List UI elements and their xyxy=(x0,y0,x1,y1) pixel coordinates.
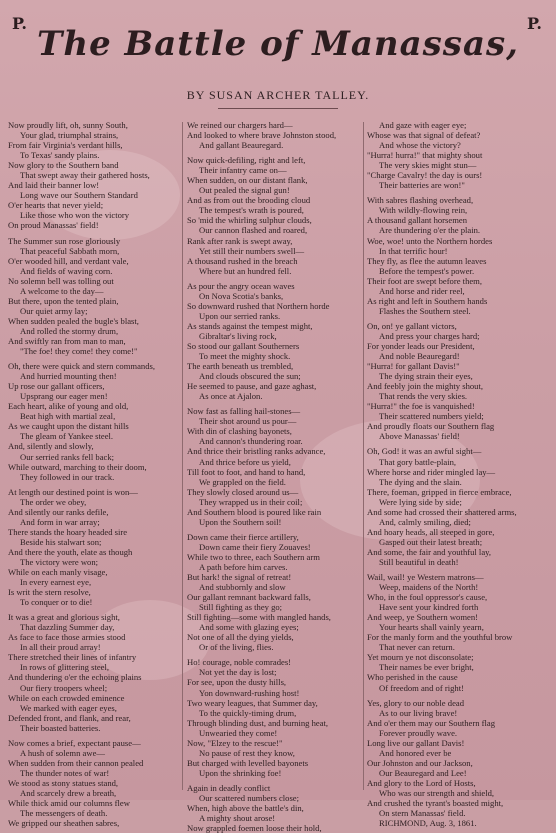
poem-line: In all their proud array! xyxy=(20,642,101,653)
poem-line: And cannon's thundering roar. xyxy=(199,436,303,447)
poem-line: Our Johnston and our Jackson, xyxy=(367,757,473,768)
poem-line: The thunder notes of war! xyxy=(20,767,110,778)
poem-line: Now fast as falling hail-stones— xyxy=(187,406,301,417)
poem-line: He seemed to pause, and gaze aghast, xyxy=(187,381,317,392)
poem-line: Now quick-defiling, right and left, xyxy=(187,155,306,166)
poem-line: There, foeman, gripped in fierce embrace, xyxy=(367,486,512,497)
poem-line: Beat high with martial zeal, xyxy=(20,411,116,422)
poem-line: When sudden from their cannon pealed xyxy=(8,757,144,768)
poem-line: Who was our strength and shield, xyxy=(379,788,495,798)
poem-line: "Charge Cavalry! the day is ours! xyxy=(367,170,483,181)
poem-line: They followed in our track. xyxy=(20,471,115,482)
poem-line: Up rose our gallant officers, xyxy=(8,381,105,392)
poem-line: That gory battle-plain, xyxy=(379,456,457,467)
poem-line: Whose was that signal of defeat? xyxy=(367,130,481,141)
poem-line: Not yet the day is lost; xyxy=(199,667,277,678)
poem-line: Still fighting—some with mangled hands, xyxy=(187,612,331,623)
poem-line: While outward, marching to their doom, xyxy=(8,461,147,472)
poem-line: Upon our serried ranks. xyxy=(199,310,281,321)
poem-line: Gasped out their latest breath; xyxy=(379,536,483,547)
poem-line: To meet the mighty shock. xyxy=(199,351,291,362)
poem-line: "Hurra!" the foe is vanquished! xyxy=(367,401,475,412)
poem-line: Out pealed the signal gun! xyxy=(199,185,290,196)
poem-line: Who perished in the cause xyxy=(367,672,458,683)
poem-line: O'er hearts that never yield; xyxy=(8,200,104,211)
poem-line: And hoary heads, all steeped in gore, xyxy=(367,526,495,537)
poem-line: The messengers of death. xyxy=(20,808,108,819)
poem-line: Yon downward-rushing host! xyxy=(199,687,300,698)
poem-line: We grappled on the field. xyxy=(199,476,286,487)
poem-line: There stretched their lines of infantry xyxy=(8,652,137,663)
poem-line: And gallant Beauregard. xyxy=(199,140,284,151)
title-divider xyxy=(218,108,338,109)
poem-columns xyxy=(0,120,556,833)
poem-line: While thick amid our columns flew xyxy=(8,798,130,809)
poem-line: Now comes a brief, expectant pause— xyxy=(8,737,141,748)
poem-line: And thrice their bristling ranks advance, xyxy=(187,446,326,457)
poem-line: Our quiet army lay; xyxy=(20,305,88,316)
poem-line: In rows of glittering steel, xyxy=(20,662,110,673)
poem-line: Ho! courage, noble comrades! xyxy=(187,657,292,668)
poem-line: With wildly-flowing rein, xyxy=(379,205,468,216)
poem-line: With sabres flashing overhead, xyxy=(367,195,474,206)
poem-line: Again in deadly conflict xyxy=(187,782,271,793)
poem-line: They slowly closed around us— xyxy=(187,486,299,497)
poem-line: Long live our gallant Davis! xyxy=(367,737,465,748)
poem-line: And scarcely drew a breath, xyxy=(20,788,117,798)
poem-line: And hurried mounting then! xyxy=(20,371,117,382)
poem-line: Still beautiful in death! xyxy=(379,556,459,567)
poem-line: "Hurra! hurra!" that mighty shout xyxy=(367,150,483,161)
poem-line: And as from out the brooding cloud xyxy=(187,195,311,206)
poem-line: A thousand rushed in the breach xyxy=(187,255,298,266)
poem-line: And some had crossed their shattered arms, xyxy=(367,506,517,517)
poem-line: The dying strain their eyes, xyxy=(379,371,473,382)
poem-line: So stood our gallant Southerners xyxy=(187,340,300,351)
poem-line: Rank after rank is swept away, xyxy=(187,235,293,246)
poem-line: A mighty shout arose! xyxy=(199,813,276,824)
poem-line: Or of the living, flies. xyxy=(199,642,274,653)
poem-line: And stubbornly and slow xyxy=(199,582,286,593)
poem-line: The victory were won; xyxy=(20,556,99,567)
poem-line: Their scattered numbers yield; xyxy=(379,411,484,422)
poem-line: Their names be ever bright, xyxy=(379,662,474,673)
poem-line: For yonder leads our President, xyxy=(367,340,475,351)
poem-line: Our fiery troopers wheel; xyxy=(20,682,108,693)
poem-author: BY SUSAN ARCHER TALLEY. xyxy=(186,88,370,102)
poem-line: There stands the hoary headed sire xyxy=(8,526,128,537)
poem-line: As stands against the tempest might, xyxy=(187,320,313,331)
poem-line: So downward rushed that Northern horde xyxy=(187,300,330,311)
poem-line: A hush of solemn awe— xyxy=(20,747,105,758)
poem-line: Their shot around us pour— xyxy=(199,416,297,427)
poem-line: Flashes the Southern steel. xyxy=(379,305,471,316)
poem-line: It was a great and glorious sight, xyxy=(8,612,120,623)
poem-line: RICHMOND, Aug. 3, 1861. xyxy=(379,818,477,829)
poem-line: Upon the shrinking foe! xyxy=(199,767,282,778)
poem-line: Is writ the stern resolve, xyxy=(8,587,91,598)
poem-line: Our serried ranks fell back; xyxy=(20,451,115,462)
poem-line: At length our destined point is won— xyxy=(8,486,138,497)
poem-line: And press your charges hard; xyxy=(379,330,480,341)
poem-line: And o'er them may our Southern flag xyxy=(367,717,496,728)
poem-line: On proud Manassas' field! xyxy=(8,220,99,231)
poem-line: That peaceful Sabbath morn, xyxy=(20,245,120,256)
poem-line: Have sent your kindred forth xyxy=(379,602,479,613)
poem-line: Now glory to the Southern band xyxy=(8,160,119,171)
poem-line: And some with glazing eyes; xyxy=(199,622,299,633)
poem-column-1 xyxy=(8,120,180,828)
poem-line: As once at Ajalon. xyxy=(199,391,263,402)
poem-line: A thousand gallant horsemen xyxy=(367,215,468,226)
poem-line: Like those who won the victory xyxy=(20,210,130,221)
poem-line: O'er wooded hill, and verdant vale, xyxy=(8,255,129,266)
poem-line: Before the tempest's power. xyxy=(379,265,475,276)
poem-line: Our gallant remnant backward falls, xyxy=(187,592,311,603)
poem-line: We gripped our sheathen sabres, xyxy=(8,818,120,829)
poem-line: And crushed the tyrant's boasted might, xyxy=(367,798,504,809)
poem-line: As face to face those armies stood xyxy=(8,632,126,643)
poem-line: And looked to where brave Johnston stood, xyxy=(187,130,337,141)
poem-line: The gleam of Yankee steel. xyxy=(20,431,114,442)
poem-line: And clouds obscured the sun; xyxy=(199,371,301,382)
poem-column-3 xyxy=(367,120,551,828)
poem-line: But charged with levelled bayonets xyxy=(187,757,309,768)
poem-line: To the quickly-timing drum, xyxy=(199,707,297,718)
poem-line: With din of clashing bayonets, xyxy=(187,426,292,437)
poem-line: Forever proudly wave. xyxy=(379,727,458,738)
poem-line: Our scattered numbers close; xyxy=(199,793,299,803)
poem-line: Wail, wail! ye Western matrons— xyxy=(367,572,484,583)
poem-line: Yes, glory to our noble dead xyxy=(367,697,464,708)
poem-line: When, high above the battle's din, xyxy=(187,803,304,814)
poem-line: On Nova Scotia's banks, xyxy=(199,290,284,301)
poem-line: Now grappled foemen loose their hold, xyxy=(187,823,322,833)
poem-line: No solemn bell was tolling out xyxy=(8,275,114,286)
poem-line: We stood as stony statues stand, xyxy=(8,777,119,788)
poem-line: We marked with eager eyes, xyxy=(20,702,117,713)
poem-line: Through blinding dust, and burning heat, xyxy=(187,717,329,728)
poem-line: Down came their fierce artillery, xyxy=(187,531,299,542)
poem-line: Till foot to foot, and hand to hand, xyxy=(187,466,306,477)
poem-line: Defended front, and flank, and rear, xyxy=(8,712,131,723)
poem-line: When sudden, on our distant flank, xyxy=(187,175,308,186)
poem-line: Oh, there were quick and stern commands, xyxy=(8,361,156,372)
poem-line: And there the youth, elate as though xyxy=(8,546,133,557)
poem-line: "The foe! they come! they come!" xyxy=(20,346,138,357)
poem-line: On stern Manassas' field. xyxy=(379,808,466,819)
poem-line: Woe, woe! unto the Northern hordes xyxy=(367,235,493,246)
poem-line: That rends the very skies. xyxy=(379,391,468,402)
poem-line: And proudly floats our Southern flag xyxy=(367,421,495,432)
poem-line: While two to three, each Southern arm xyxy=(187,551,320,562)
poem-line: In that terrific hour! xyxy=(379,245,448,256)
poem-line: Each heart, alike of young and old, xyxy=(8,401,129,412)
poem-line: Were lying side by side; xyxy=(379,496,462,507)
poem-line: And rolled the stormy drum, xyxy=(20,325,119,336)
poem-line: And whose the victory? xyxy=(379,140,461,151)
poem-line: And gaze with eager eye; xyxy=(379,120,467,130)
poem-line: That swept away their gathered hosts, xyxy=(20,170,150,181)
poem-line: As right and left in Southern hands xyxy=(367,295,488,306)
poem-column-2 xyxy=(187,120,363,833)
poem-line: Of freedom and of right! xyxy=(379,682,464,693)
poem-line: The Summer sun rose gloriously xyxy=(8,235,121,246)
poem-line: Oh, God! it was an awful sight— xyxy=(367,446,482,457)
poem-line: Where but an hundred fell. xyxy=(199,265,292,276)
poem-line: Their boasted batteries. xyxy=(20,722,101,733)
poem-line: And thundering o'er the echoing plains xyxy=(8,672,142,683)
poem-line: While on each crowded eminence xyxy=(8,692,125,703)
poem-line: Weep, maidens of the North! xyxy=(379,582,479,593)
poem-line: That never can return. xyxy=(379,642,455,653)
poem-line: As to our living brave! xyxy=(379,707,458,718)
poem-line: And some, the fair and youthful lay, xyxy=(367,546,492,557)
poem-line: Unwearied they come! xyxy=(199,727,278,738)
poem-line: And, calmly smiling, died; xyxy=(379,516,471,527)
poem-line: But hark! the signal of retreat! xyxy=(187,572,292,583)
poem-line: And noble Beauregard! xyxy=(379,351,460,362)
poem-line: Long wave our Southern Standard xyxy=(20,190,138,201)
poem-line: And honored ever be xyxy=(379,747,452,758)
poem-line: Where horse and rider mingled lay— xyxy=(367,466,496,477)
poem-line: So 'mid the whirling sulphur clouds, xyxy=(187,215,312,226)
poem-line: Their foot are swept before them, xyxy=(367,275,483,286)
poem-line: Their batteries are won!" xyxy=(379,180,465,191)
poem-line: Your glad, triumphal strains, xyxy=(20,130,119,141)
poem-line: Our Beauregard and Lee! xyxy=(379,767,467,778)
poem-line: Still fighting as they go; xyxy=(199,602,283,613)
poem-line: Now proudly lift, oh, sunny South, xyxy=(8,120,128,130)
poem-line: And silently our ranks defile, xyxy=(8,506,109,517)
poem-line: For see, upon the dusty hills, xyxy=(187,677,287,688)
poem-line: And Southern blood is poured like rain xyxy=(187,506,322,517)
poem-line: And laid their banner low! xyxy=(8,180,100,191)
poem-line: From fair Virginia's verdant hills, xyxy=(8,140,123,151)
poem-line: Beside his stalwart son; xyxy=(20,536,102,547)
poem-line: Upon the Southern soil! xyxy=(199,516,282,527)
poem-line: Yet mourn ye not disconsolate; xyxy=(367,652,474,663)
poem-line: And swiftly ran from man to man, xyxy=(8,335,126,346)
poem-line: Gibraltar's living rock, xyxy=(199,330,277,341)
corner-mark-left: P. xyxy=(12,14,27,33)
poem-line: As pour the angry ocean waves xyxy=(187,280,295,291)
poem-line: That dazzling Summer day, xyxy=(20,622,115,633)
poem-line: And glory to the Lord of Hosts, xyxy=(367,777,476,788)
poem-line: Two weary leagues, that Summer day, xyxy=(187,697,318,708)
poem-line: And horse and rider reel, xyxy=(379,285,465,296)
poem-line: The tempest's wrath is poured, xyxy=(199,205,304,216)
poem-line: In every earnest eye, xyxy=(20,577,92,588)
poem-line: We reined our chargers hard— xyxy=(187,120,293,130)
poem-line: And feebly join the mighty shout, xyxy=(367,381,484,392)
poem-line: When sudden pealed the bugle's blast, xyxy=(8,315,139,326)
poem-line: Are thundering o'er the plain. xyxy=(379,225,481,236)
poem-line: Yet still their numbers swell— xyxy=(199,245,305,256)
poem-line: No pause of rest they know, xyxy=(199,747,295,758)
poem-line: Your hearts shall vainly yearn, xyxy=(379,622,484,633)
poem-line: The very skies might stun— xyxy=(379,160,477,171)
poem-line: As we caught upon the distant hills xyxy=(8,421,129,432)
poem-line: On, on! ye gallant victors, xyxy=(367,320,457,331)
poem-line: To Texas' sandy plains. xyxy=(20,150,100,161)
poem-line: They wrapped us in their coil; xyxy=(199,496,303,507)
poem-line: They fly, as flee the autumn leaves xyxy=(367,255,487,266)
poem-line: Not one of all the dying yields, xyxy=(187,632,294,643)
poem-line: The dying and the slain. xyxy=(379,476,462,487)
poem-line: Who, in the foul oppressor's cause, xyxy=(367,592,488,603)
poem-line: A path before him carves. xyxy=(199,561,288,572)
poem-line: Down came their fiery Zouaves! xyxy=(199,541,311,552)
poem-line: And fields of waving corn. xyxy=(20,265,113,276)
poem-line: Their infantry came on— xyxy=(199,165,287,176)
poem-line: Upsprang our eager men! xyxy=(20,391,108,402)
poem-line: To conquer or to die! xyxy=(20,597,93,608)
poem-line: Our cannon flashed and roared, xyxy=(199,225,308,236)
poem-line: The earth beneath us trembled, xyxy=(187,361,294,372)
poem-line: For the manly form and the youthful brow xyxy=(367,632,513,643)
poem-line: And weep, ye Southern women! xyxy=(367,612,478,623)
corner-mark-right: P. xyxy=(527,14,542,33)
poem-line: Now, "Elzey to the rescue!" xyxy=(187,737,283,748)
poem-title: The Battle of Manassas, xyxy=(37,24,519,64)
poem-line: Above Manassas' field! xyxy=(379,431,460,442)
poem-line: The order we obey, xyxy=(20,496,87,507)
poem-line: And form in war array; xyxy=(20,516,100,527)
poem-line: But there, upon the tented plain, xyxy=(8,295,119,306)
poem-line: And thrice before us yield, xyxy=(199,456,291,467)
poem-line: And, silently and slowly, xyxy=(8,441,94,452)
poem-line: "Hurra! for gallant Davis!" xyxy=(367,361,460,372)
poem-line: A welcome to the day— xyxy=(20,285,104,296)
poem-line: While on each manly visage, xyxy=(8,567,108,578)
